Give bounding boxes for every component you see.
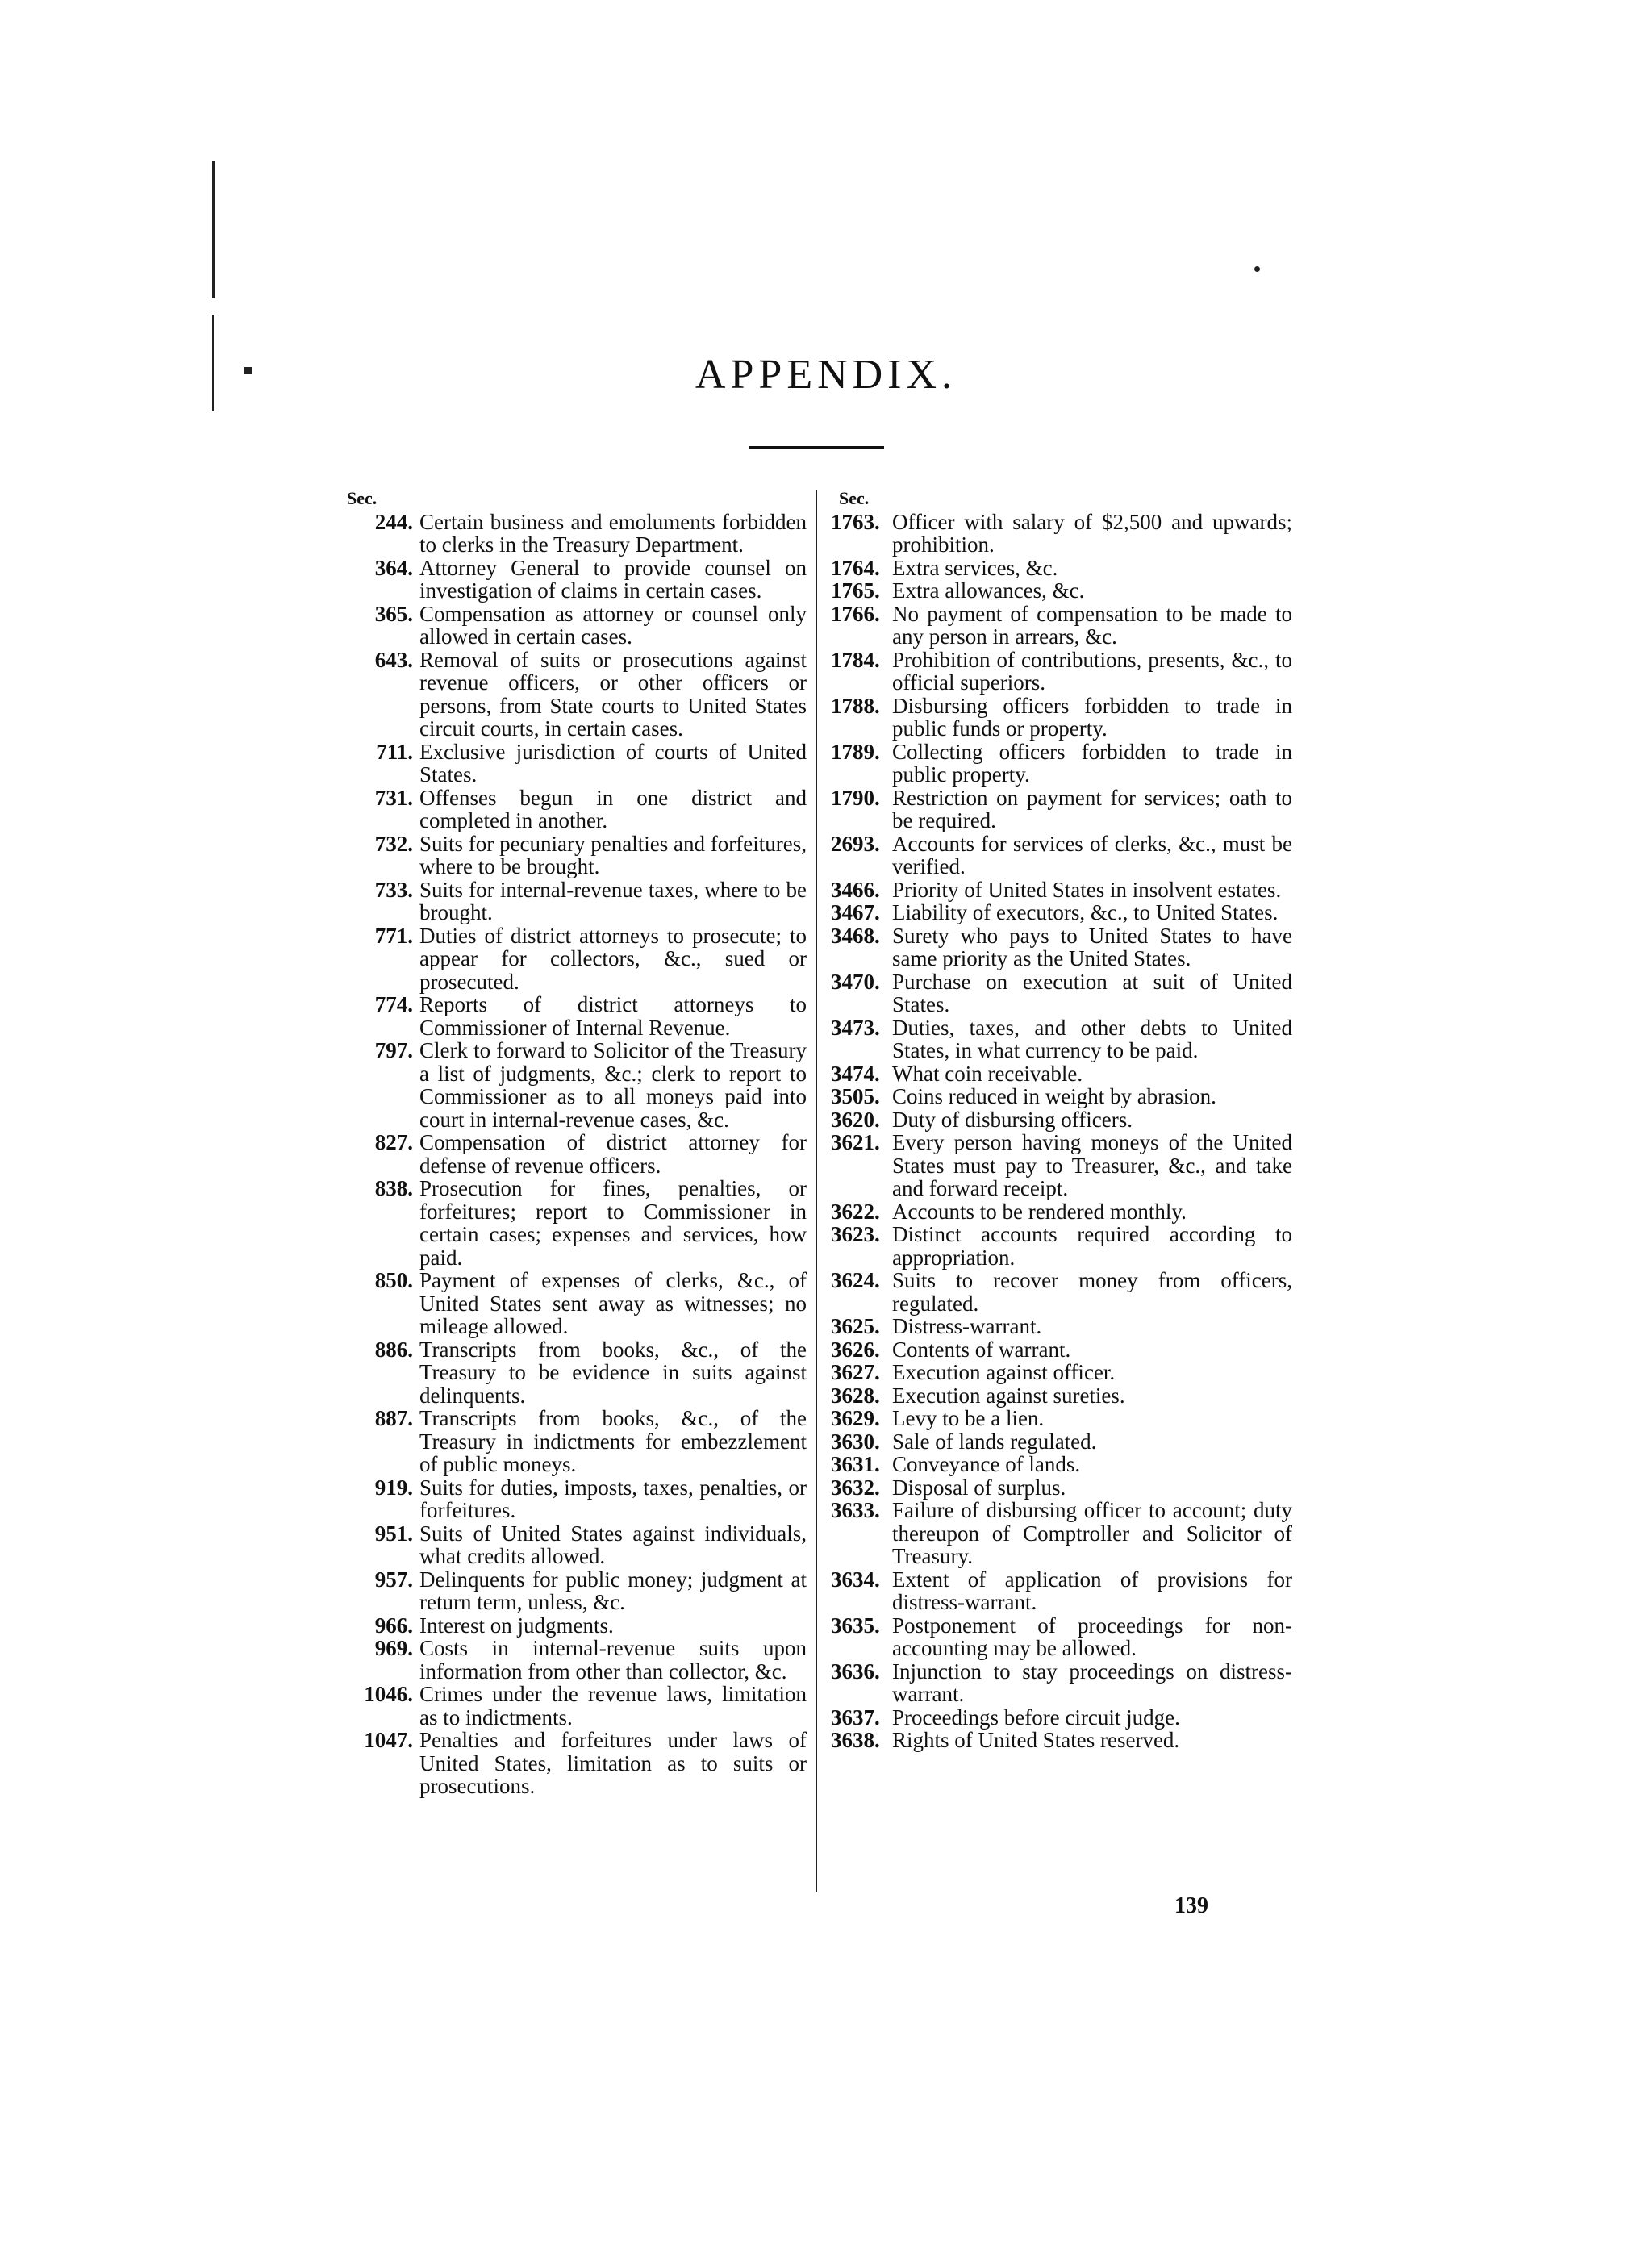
section-number: 1784. [831, 647, 880, 672]
section-description: Accounts to be rendered monthly. [892, 1199, 1187, 1224]
section-description: Proceedings before circuit judge. [892, 1705, 1180, 1730]
scan-mark [212, 161, 215, 298]
section-entry [831, 1706, 1292, 1730]
section-number: 1046. [364, 1682, 413, 1706]
section-entry [831, 511, 1292, 557]
section-number: 3634. [831, 1567, 880, 1592]
section-number: 731. [374, 785, 413, 810]
section-description: Prohibition of contributions, presents, &c., to official superiors. [892, 647, 1292, 695]
section-entry [831, 1476, 1292, 1500]
section-description: Suits for internal-revenue taxes, where to be brought. [419, 877, 807, 924]
section-entry [831, 1660, 1292, 1706]
section-number: 887. [374, 1406, 413, 1430]
section-number: 3620. [831, 1107, 880, 1132]
section-description: Restriction on payment for services; oath to be required. [892, 785, 1292, 832]
section-description: Offenses begun in one district and completed in another. [419, 785, 807, 832]
section-entry [339, 603, 807, 649]
section-entry [831, 1108, 1292, 1132]
section-description: Exclusive jurisdiction of courts of United States. [419, 739, 807, 787]
section-description: Suits for duties, imposts, taxes, penalties, or forfeitures. [419, 1475, 807, 1522]
section-entry [831, 1729, 1292, 1752]
section-description: Interest on judgments. [419, 1613, 614, 1638]
section-entry [339, 649, 807, 741]
section-description: Crimes under the revenue laws, limitation as to indictments. [419, 1682, 807, 1730]
section-heading: Sec. [839, 488, 870, 508]
section-entry [339, 1338, 807, 1408]
section-description: Distress-warrant. [892, 1314, 1042, 1338]
section-number: 3629. [831, 1406, 880, 1430]
section-entry [831, 557, 1292, 580]
section-description: Injunction to stay proceedings on distress-warrant. [892, 1659, 1292, 1706]
section-entry [831, 1062, 1292, 1086]
section-number: 1788. [831, 693, 880, 718]
section-entry [339, 924, 807, 994]
section-number: 365. [374, 601, 413, 626]
section-description: Sale of lands regulated. [892, 1429, 1097, 1454]
section-entry [831, 1016, 1292, 1062]
section-description: Compensation as attorney or counsel only allowed in certain cases. [419, 601, 807, 649]
section-description: Every person having moneys of the United States must pay to Treasurer, &c., and take and forward receipt. [892, 1130, 1292, 1200]
section-number: 771. [374, 923, 413, 948]
section-number: 3627. [831, 1360, 880, 1384]
section-description: Duties, taxes, and other debts to United States, in what currency to be paid. [892, 1015, 1292, 1062]
section-number: 244. [374, 509, 413, 534]
section-description: Attorney General to provide counsel on investigation of claims in certain cases. [419, 555, 807, 603]
section-number: 838. [374, 1176, 413, 1200]
section-number: 3622. [831, 1199, 880, 1224]
column-divider [816, 490, 817, 1892]
section-entry [831, 579, 1292, 603]
section-description: Distinct accounts required according to appropriation. [892, 1222, 1292, 1270]
section-description: Prosecution for fines, penalties, or forfeitures; report to Commissioner in certain cases; expenses and services, how paid. [419, 1176, 807, 1270]
section-description: Delinquents for public money; judgment at return term, unless, &c. [419, 1567, 807, 1614]
section-description: Payment of expenses of clerks, &c., of United States sent away as witnesses; no mileage allowed. [419, 1268, 807, 1338]
section-number: 951. [374, 1521, 413, 1546]
section-entry [339, 1177, 807, 1269]
section-description: Transcripts from books, &c., of the Treasury to be evidence in suits against delinquents. [419, 1337, 807, 1408]
section-description: Removal of suits or prosecutions against revenue officers, or other officers or persons, from State courts to United States circuit courts, in certain cases. [419, 647, 807, 741]
section-number: 1764. [831, 555, 880, 580]
section-description: Coins reduced in weight by abrasion. [892, 1084, 1216, 1108]
section-entry [339, 1269, 807, 1338]
section-number: 850. [374, 1268, 413, 1292]
section-entry [831, 603, 1292, 649]
section-number: 1789. [831, 739, 880, 764]
section-number: 3638. [831, 1728, 880, 1752]
section-number: 3467. [831, 900, 880, 924]
section-entry [831, 1430, 1292, 1454]
section-number: 732. [374, 831, 413, 856]
section-entry [339, 832, 807, 878]
section-entry [831, 649, 1292, 695]
section-entry [339, 1522, 807, 1568]
section-entry [339, 1039, 807, 1131]
section-number: 969. [374, 1636, 413, 1660]
section-description: Clerk to forward to Solicitor of the Treasury a list of judgments, &c.; clerk to report to Commissioner as to all moneys paid into court in internal-revenue cases, &c. [419, 1038, 807, 1132]
scan-mark [1254, 266, 1260, 272]
section-number: 827. [374, 1130, 413, 1154]
section-description: Penalties and forfeitures under laws of United States, limitation as to suits or prosecutions. [419, 1728, 807, 1798]
section-entry [831, 901, 1292, 924]
section-description: Failure of disbursing officer to account; duty thereupon of Comptroller and Solicitor of Treasury. [892, 1498, 1292, 1568]
section-entry [831, 695, 1292, 741]
section-number: 3637. [831, 1705, 880, 1730]
section-number: 1047. [364, 1728, 413, 1752]
section-description: Extra services, &c. [892, 555, 1058, 580]
section-description: Extent of application of provisions for distress-warrant. [892, 1567, 1292, 1614]
section-heading: Sec. [347, 488, 378, 508]
section-number: 957. [374, 1567, 413, 1592]
section-number: 3623. [831, 1222, 880, 1246]
section-description: Surety who pays to United States to have same priority as the United States. [892, 923, 1292, 970]
section-entry [831, 1269, 1292, 1315]
section-description: Certain business and emoluments forbidden to clerks in the Treasury Department. [419, 509, 807, 557]
section-entry [339, 1729, 807, 1798]
section-number: 364. [374, 555, 413, 580]
title-rule [749, 446, 884, 449]
section-entry [339, 993, 807, 1039]
section-number: 733. [374, 877, 413, 902]
section-description: Collecting officers forbidden to trade in public property. [892, 739, 1292, 787]
page-number: 139 [1174, 1893, 1208, 1918]
section-entry [831, 1085, 1292, 1108]
section-entry [339, 741, 807, 787]
section-entry [831, 1614, 1292, 1660]
section-description: Priority of United States in insolvent estates. [892, 877, 1282, 902]
left-entries [339, 511, 807, 1798]
section-entry [339, 1131, 807, 1177]
page-title: APPENDIX. [695, 352, 957, 398]
section-number: 3470. [831, 969, 880, 994]
section-entry [339, 1637, 807, 1683]
section-entry [831, 1407, 1292, 1430]
section-description: Levy to be a lien. [892, 1406, 1045, 1430]
section-number: 1790. [831, 785, 880, 810]
section-entry [831, 1453, 1292, 1476]
section-description: No payment of compensation to be made to any person in arrears, &c. [892, 601, 1292, 649]
section-entry [831, 878, 1292, 902]
section-number: 3626. [831, 1337, 880, 1362]
section-entry [831, 924, 1292, 970]
section-description: Transcripts from books, &c., of the Treasury in indictments for embezzlement of public moneys. [419, 1406, 807, 1476]
section-description: Suits of United States against individuals, what credits allowed. [419, 1521, 807, 1568]
section-description: Accounts for services of clerks, &c., must be verified. [892, 831, 1292, 878]
section-description: Postponement of proceedings for non-accounting may be allowed. [892, 1613, 1292, 1660]
section-entry [339, 511, 807, 557]
section-number: 3631. [831, 1452, 880, 1476]
section-entry [339, 878, 807, 924]
section-entry [831, 1499, 1292, 1568]
section-entry [339, 1476, 807, 1522]
section-number: 3632. [831, 1475, 880, 1500]
section-entry [831, 1223, 1292, 1269]
section-number: 643. [374, 647, 413, 672]
section-number: 3628. [831, 1383, 880, 1408]
section-entry [831, 1131, 1292, 1200]
section-description: Costs in internal-revenue suits upon information from other than collector, &c. [419, 1636, 807, 1684]
section-entry [339, 1568, 807, 1614]
section-entry [339, 1407, 807, 1476]
section-number: 711. [376, 739, 413, 764]
section-description: Suits to recover money from officers, regulated. [892, 1268, 1292, 1316]
left-column [339, 487, 807, 1798]
section-entry [831, 787, 1292, 832]
section-entry [831, 970, 1292, 1016]
section-number: 919. [374, 1475, 413, 1500]
right-entries [831, 511, 1292, 1752]
section-number: 3468. [831, 923, 880, 948]
section-number: 3621. [831, 1130, 880, 1154]
section-entry [831, 1361, 1292, 1384]
section-number: 3635. [831, 1613, 880, 1638]
section-description: Disbursing officers forbidden to trade in public funds or property. [892, 693, 1292, 741]
section-description: Purchase on execution at suit of United States. [892, 969, 1292, 1016]
section-entry [339, 1683, 807, 1729]
section-description: Execution against sureties. [892, 1383, 1125, 1408]
section-number: 3473. [831, 1015, 880, 1040]
section-description: Conveyance of lands. [892, 1452, 1081, 1476]
section-description: What coin receivable. [892, 1061, 1083, 1086]
section-number: 3625. [831, 1314, 880, 1338]
right-column [831, 487, 1292, 1752]
section-description: Reports of district attorneys to Commissioner of Internal Revenue. [419, 992, 807, 1040]
scan-mark [212, 315, 214, 411]
section-number: 1766. [831, 601, 880, 626]
section-entry [831, 741, 1292, 787]
section-entry [339, 1614, 807, 1638]
section-entry [831, 1384, 1292, 1408]
section-number: 3466. [831, 877, 880, 902]
section-number: 1765. [831, 578, 880, 603]
section-description: Execution against officer. [892, 1360, 1116, 1384]
section-entry [831, 1200, 1292, 1224]
section-description: Extra allowances, &c. [892, 578, 1085, 603]
section-description: Compensation of district attorney for defense of revenue officers. [419, 1130, 807, 1178]
section-description: Duties of district attorneys to prosecute; to appear for collectors, &c., sued or prosecuted. [419, 923, 807, 994]
section-description: Liability of executors, &c., to United States. [892, 900, 1279, 924]
section-number: 3474. [831, 1061, 880, 1086]
section-entry [831, 1568, 1292, 1614]
section-entry [831, 1338, 1292, 1362]
section-entry [831, 1315, 1292, 1338]
section-description: Contents of warrant. [892, 1337, 1071, 1362]
section-number: 3505. [831, 1084, 880, 1108]
section-entry [831, 832, 1292, 878]
section-description: Disposal of surplus. [892, 1475, 1066, 1500]
section-description: Duty of disbursing officers. [892, 1107, 1133, 1132]
section-number: 3630. [831, 1429, 880, 1454]
section-description: Officer with salary of $2,500 and upwards; prohibition. [892, 509, 1292, 557]
section-number: 966. [374, 1613, 413, 1638]
section-entry [339, 557, 807, 603]
section-number: 3636. [831, 1659, 880, 1684]
section-number: 886. [374, 1337, 413, 1362]
section-number: 3624. [831, 1268, 880, 1292]
section-number: 774. [374, 992, 413, 1016]
section-number: 2693. [831, 831, 880, 856]
section-entry [339, 787, 807, 832]
section-description: Rights of United States reserved. [892, 1728, 1180, 1752]
section-number: 797. [374, 1038, 413, 1062]
section-description: Suits for pecuniary penalties and forfeitures, where to be brought. [419, 831, 807, 878]
section-number: 1763. [831, 509, 880, 534]
section-number: 3633. [831, 1498, 880, 1522]
scan-mark [244, 367, 252, 374]
